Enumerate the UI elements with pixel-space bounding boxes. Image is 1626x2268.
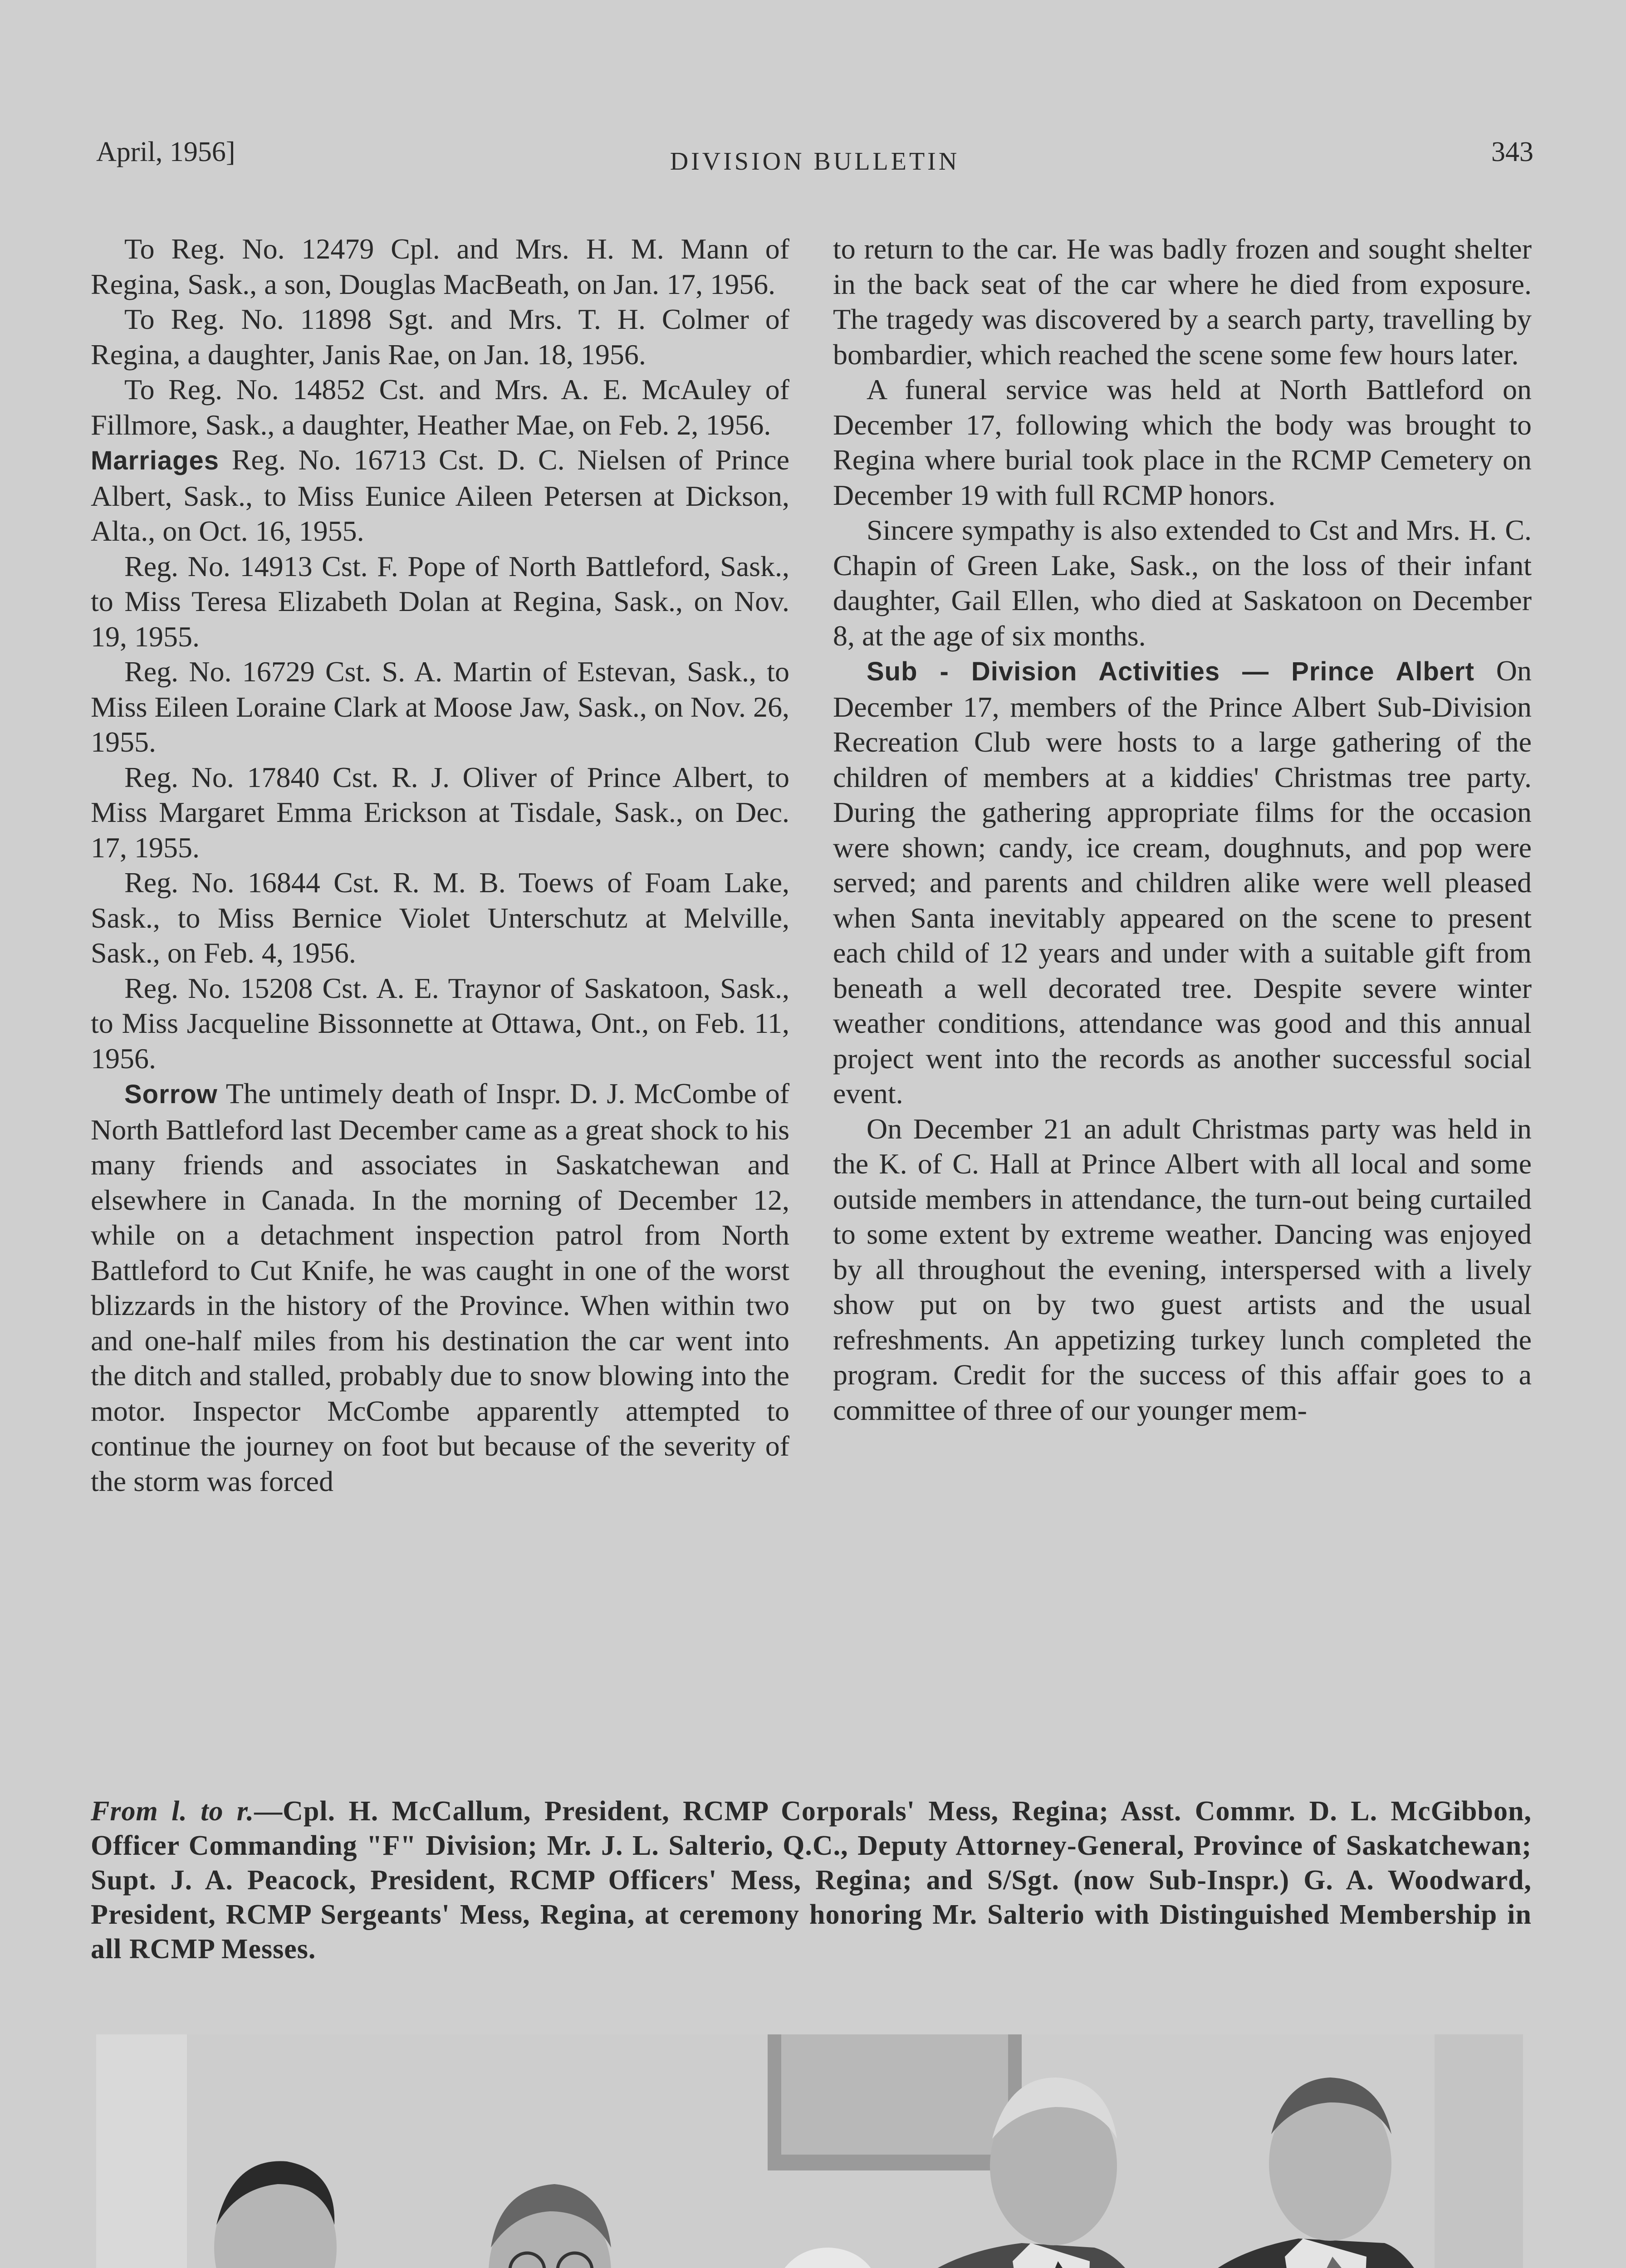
paragraph: Reg. No. 16844 Cst. R. M. B. Toews of Foam Lake, Sask., to Miss Bernice Violet Unterschutz at Melville, Sask., on Feb. 4, 1956. <box>91 866 789 969</box>
paragraph-text: On December 17, members of the Prince Albert Sub-Division Recreation Club were hosts to a large gathering of the children of members at a kiddies' Christmas tree party. During the gathering appropriate films for the occasion were shown; candy, ice cream, doughnuts, and pop were served; and parents and children alike were well pleased when Santa inevitably appeared on the scene to present each child of 12 years and under with a suitable gift from beneath a well decorated tree. Despite severe winter weather conditions, attendance was good and this annual project went into the records as another successful social event. <box>833 655 1532 1110</box>
paragraph: To Reg. No. 14852 Cst. and Mrs. A. E. McAuley of Fillmore, Sask., a daughter, Heather Mae, on Feb. 2, 1956. <box>91 373 789 441</box>
paragraph: Reg. No. 15208 Cst. A. E. Traynor of Saskatoon, Sask., to Miss Jacqueline Bissonnette at Ottawa, Ont., on Feb. 11, 1956. <box>91 972 789 1075</box>
running-header <box>96 136 1533 186</box>
paragraph: Reg. No. 14913 Cst. F. Pope of North Battleford, Sask., to Miss Teresa Elizabeth Dolan at Regina, Sask., on Nov. 19, 1955. <box>91 550 789 653</box>
paragraph: to return to the car. He was badly frozen and sought shelter in the back seat of the car where he died from exposure. The tragedy was discovered by a search party, travelling by bombardier, which reached the scene some few hours later. <box>833 233 1532 371</box>
run-in-heading-sub-division: Sub - Division Activities — Prince Albert <box>867 657 1474 686</box>
paragraph: Sincere sympathy is also extended to Cst and Mrs. H. C. Chapin of Green Lake, Sask., on the loss of their infant daughter, Gail Ellen, who died at Saskatoon on December 8, at the age of six months. <box>833 514 1532 652</box>
paragraph <box>833 653 1532 1111</box>
paragraph-text: The untimely death of Inspr. D. J. McCombe of North Battleford last December came as a great shock to his many friends and associates in Saskatchewan and elsewhere in Canada. In the morning of December 12, while on a detachment inspection patrol from North Battleford to Cut Knife, he was caught in one of the worst blizzards in the history of the Province. When within two and one-half miles from his destination the car went into the ditch and stalled, probably due to snow blowing into the motor. Inspector McCombe apparently attempted to continue the journey on foot but because of the severity of the storm was forced <box>91 1077 789 1497</box>
paragraph-text: Reg. No. 16713 Cst. D. C. Nielsen of Prince Albert, Sask., to Miss Eunice Aileen Petersen at Dickson, Alta., on Oct. 16, 1955. <box>91 444 789 547</box>
paragraph: On December 21 an adult Christmas party was held in the K. of C. Hall at Prince Albert with all local and some outside members in attendance, the turn-out being curtailed to some extent by extreme weather. Dancing was enjoyed by all throughout the evening, interspersed with a lively show put on by two guest artists and the usual refreshments. An appetizing turkey lunch completed the program. Credit for the success of this affair goes to a committee of three of our younger mem- <box>833 1112 1532 1426</box>
page-number: 343 <box>1491 137 1533 167</box>
caption-lead: From l. to r. <box>91 1796 255 1827</box>
group-photo <box>96 2034 1523 2268</box>
paragraph: To Reg. No. 11898 Sgt. and Mrs. T. H. Colmer of Regina, a daughter, Janis Rae, on Jan. 18, 1956. <box>91 303 789 371</box>
paragraph <box>91 1076 789 1499</box>
run-in-heading-sorrow: Sorrow <box>124 1080 218 1109</box>
header-title: DIVISION BULLETIN <box>670 147 960 176</box>
header-date: April, 1956] <box>96 137 235 167</box>
paragraph: A funeral service was held at North Battleford on December 17, following which the body was brought to Regina where burial took place in the RCMP Cemetery on December 19 with full RCMP honors. <box>833 373 1532 511</box>
caption-text: —Cpl. H. McCallum, President, RCMP Corporals' Mess, Regina; Asst. Commr. D. L. McGibbon, Officer Commanding "F" Division; Mr. J. L. Salterio, Q.C., Deputy Attorney-General, Province of Saskatchewan; Supt. J. A. Peacock, President, RCMP Officers' Mess, Regina; and S/Sgt. (now Sub-Inspr.) G. A. Woodward, President, RCMP Sergeants' Mess, Regina, at ceremony honoring Mr. Salterio with Distinguished Membership in all RCMP Messes. <box>91 1796 1532 1965</box>
paragraph <box>91 442 789 549</box>
paragraph: Reg. No. 16729 Cst. S. A. Martin of Estevan, Sask., to Miss Eileen Loraine Clark at Moose Jaw, Sask., on Nov. 26, 1955. <box>91 655 789 758</box>
paragraph: Reg. No. 17840 Cst. R. J. Oliver of Prince Albert, to Miss Margaret Emma Erickson at Tisdale, Sask., on Dec. 17, 1955. <box>91 761 789 864</box>
run-in-heading-marriages: Marriages <box>91 446 220 475</box>
left-column <box>91 231 789 1742</box>
paragraph: To Reg. No. 12479 Cpl. and Mrs. H. M. Mann of Regina, Sask., a son, Douglas MacBeath, on Jan. 17, 1956. <box>91 233 789 300</box>
right-column <box>833 231 1532 1742</box>
photo-caption <box>91 1794 1532 2003</box>
